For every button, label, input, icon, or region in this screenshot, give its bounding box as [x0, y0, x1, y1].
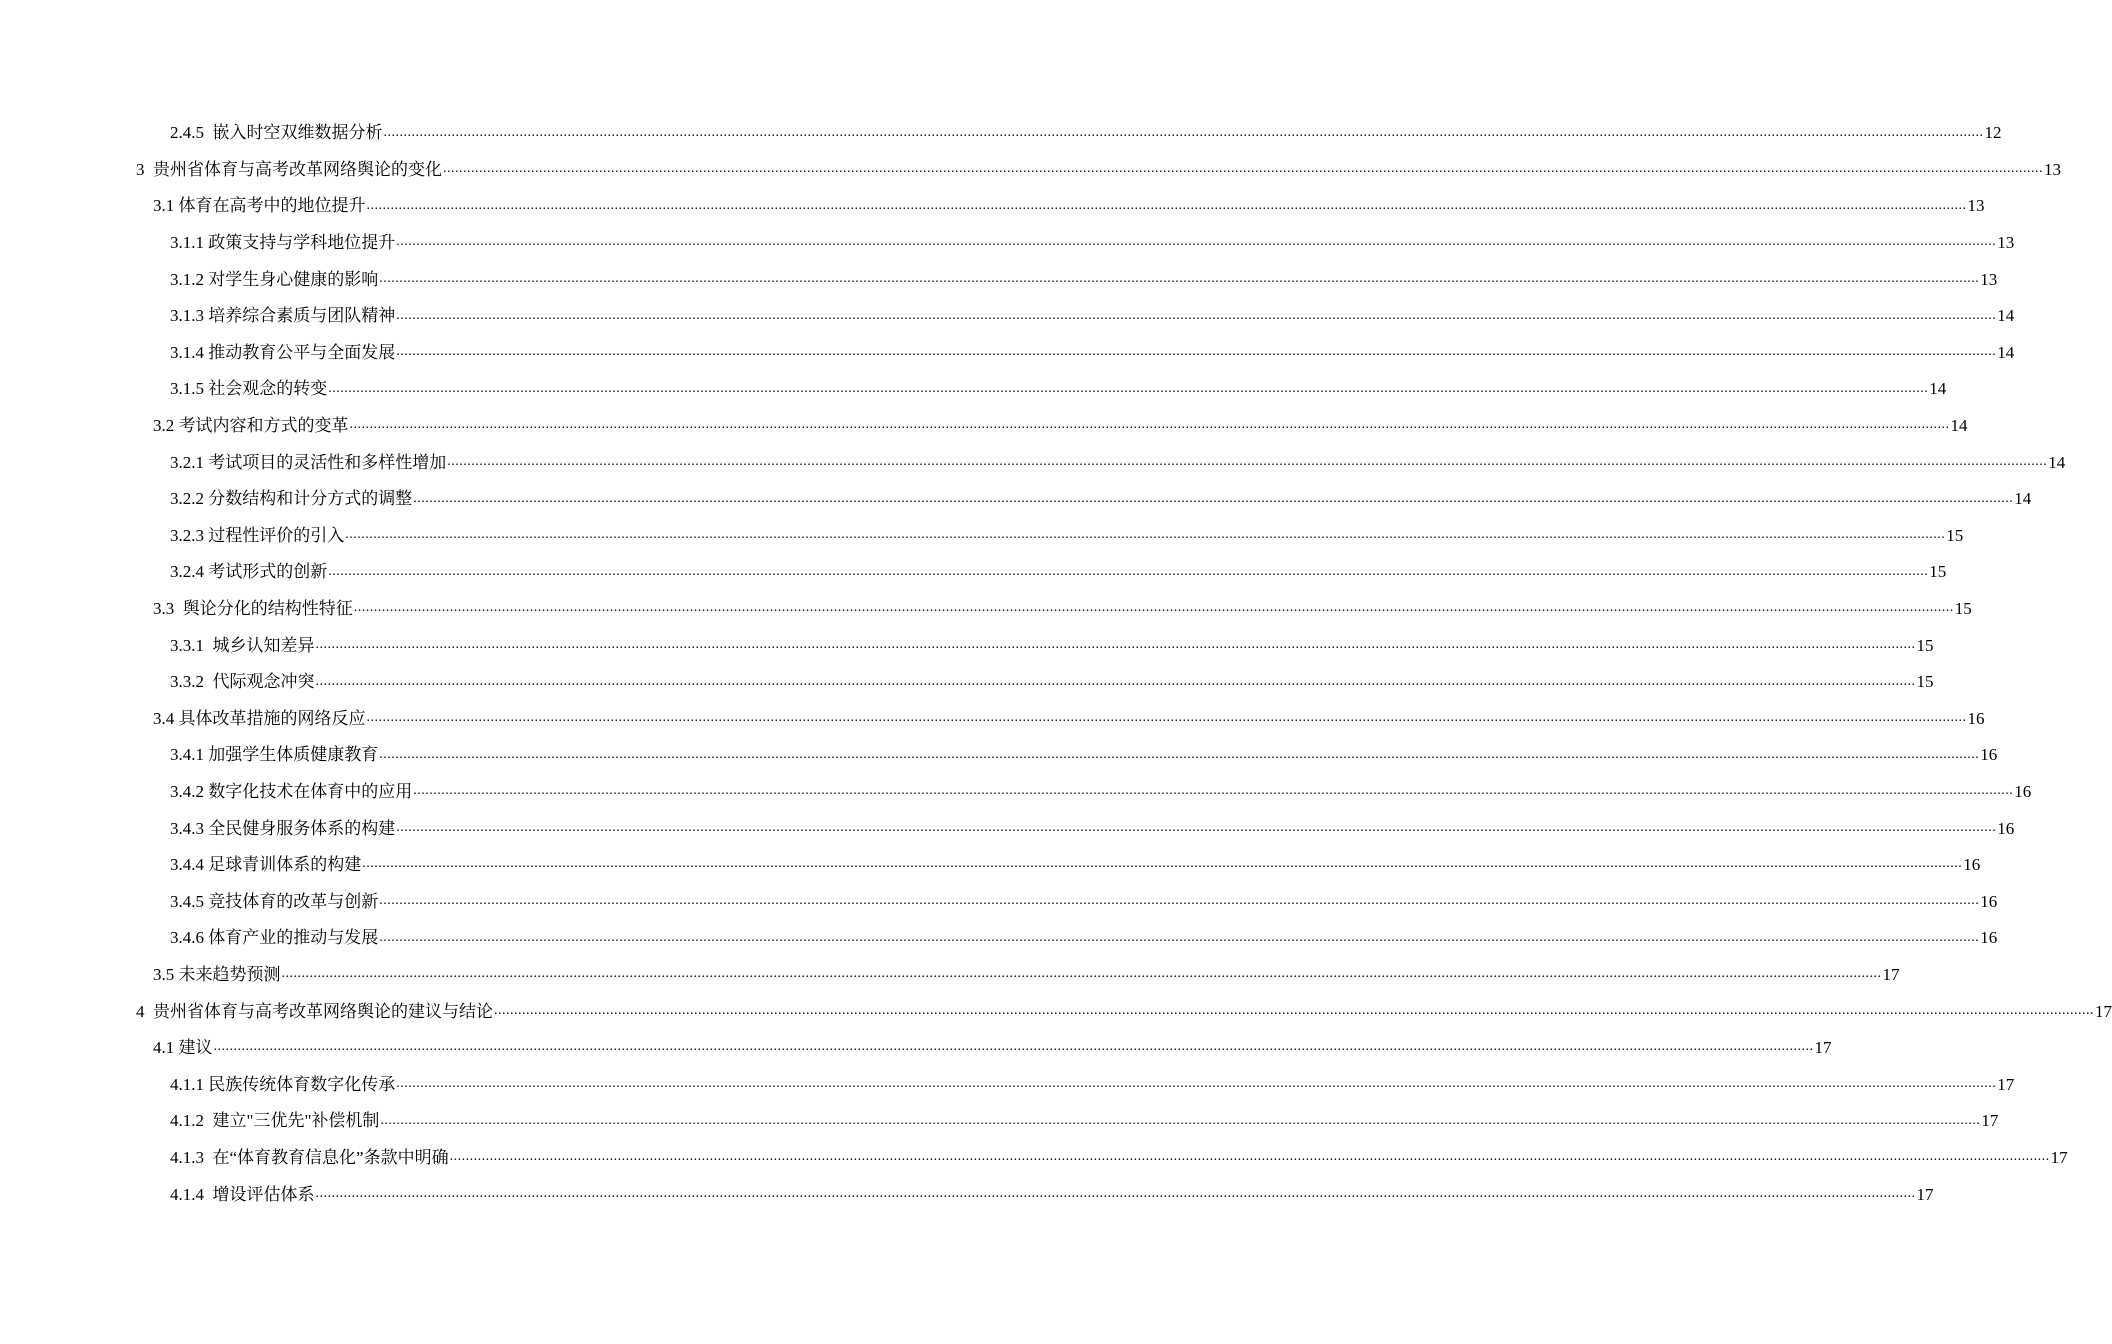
toc-entry[interactable]: [0, 1176, 1934, 1213]
toc-dot-leader: ................................................................................................................................................................................................................................................................................................................................................................................................................: [396, 1076, 1997, 1092]
toc-entry-title: 3.2.1 考试项目的灵活性和多样性增加: [170, 452, 447, 472]
toc-dot-leader: ................................................................................................................................................................................................................................................................................................................................................................................................................: [396, 344, 1997, 360]
toc-entry[interactable]: [0, 774, 2032, 811]
toc-dot-leader: ................................................................................................................................................................................................................................................................................................................................................................................................................: [362, 856, 1963, 872]
toc-dot-leader: ................................................................................................................................................................................................................................................................................................................................................................................................................: [366, 197, 1967, 213]
toc-entry[interactable]: [0, 554, 1947, 591]
toc-entry-title: 4.1.2 建立"三优先"补偿机制: [170, 1111, 380, 1131]
toc-dot-leader: ................................................................................................................................................................................................................................................................................................................................................................................................................: [449, 1149, 2050, 1165]
toc-entry-page-number: 14: [1950, 416, 1968, 436]
toc-entry-page-number: 13: [1980, 269, 1998, 289]
toc-entry[interactable]: [0, 1140, 2068, 1177]
toc-entry-page-number: 17: [1916, 1184, 1934, 1204]
toc-entry[interactable]: [0, 115, 2002, 152]
toc-dot-leader: ................................................................................................................................................................................................................................................................................................................................................................................................................: [349, 417, 1950, 433]
toc-entry-page-number: 14: [2014, 489, 2032, 509]
toc-entry-page-number: 16: [1980, 745, 1998, 765]
toc-entry-page-number: 17: [2050, 1147, 2068, 1167]
toc-dot-leader: ................................................................................................................................................................................................................................................................................................................................................................................................................: [413, 490, 2014, 506]
toc-entry-title: 3.2.3 过程性评价的引入: [170, 525, 345, 545]
toc-dot-leader: ................................................................................................................................................................................................................................................................................................................................................................................................................: [443, 161, 2043, 177]
toc-entry-title: 3.4.6 体育产业的推动与发展: [170, 928, 379, 948]
toc-entry[interactable]: [0, 152, 2061, 189]
toc-entry[interactable]: [0, 1030, 1832, 1067]
table-of-contents: [0, 115, 2112, 1213]
toc-entry[interactable]: [0, 737, 1998, 774]
toc-entry[interactable]: [0, 371, 1947, 408]
toc-dot-leader: ................................................................................................................................................................................................................................................................................................................................................................................................................: [213, 1039, 1814, 1055]
toc-entry-title: 3.4.2 数字化技术在体育中的应用: [170, 781, 413, 801]
toc-entry[interactable]: [0, 408, 1968, 445]
toc-dot-leader: ................................................................................................................................................................................................................................................................................................................................................................................................................: [379, 893, 1980, 909]
toc-entry[interactable]: [0, 298, 2015, 335]
toc-entry-title: 3.4.3 全民健身服务体系的构建: [170, 818, 396, 838]
toc-dot-leader: ................................................................................................................................................................................................................................................................................................................................................................................................................: [494, 1002, 2094, 1018]
toc-entry-title: 4.1.1 民族传统体育数字化传承: [170, 1074, 396, 1094]
toc-entry[interactable]: [0, 957, 1900, 994]
toc-entry-title: 3.1.3 培养综合素质与团队精神: [170, 306, 396, 326]
toc-entry[interactable]: [0, 225, 2015, 262]
toc-entry-title: 3 贵州省体育与高考改革网络舆论的变化: [136, 159, 442, 179]
toc-entry[interactable]: [0, 883, 1998, 920]
toc-dot-leader: ................................................................................................................................................................................................................................................................................................................................................................................................................: [353, 600, 1954, 616]
toc-dot-leader: ................................................................................................................................................................................................................................................................................................................................................................................................................: [379, 746, 1980, 762]
toc-entry[interactable]: [0, 1066, 2015, 1103]
toc-entry[interactable]: [0, 591, 1972, 628]
toc-entry-title: 3.3.1 城乡认知差异: [170, 635, 315, 655]
toc-entry[interactable]: [0, 335, 2015, 372]
toc-entry-page-number: 13: [1967, 196, 1985, 216]
toc-entry-page-number: 17: [1997, 1074, 2015, 1094]
toc-entry-page-number: 17: [1814, 1038, 1832, 1058]
toc-entry-title: 3.3.2 代际观念冲突: [170, 672, 315, 692]
toc-entry-title: 4 贵州省体育与高考改革网络舆论的建议与结论: [136, 1001, 493, 1021]
toc-entry-page-number: 16: [1963, 855, 1981, 875]
toc-entry[interactable]: [0, 518, 1964, 555]
toc-entry-page-number: 15: [1929, 562, 1947, 582]
toc-dot-leader: ................................................................................................................................................................................................................................................................................................................................................................................................................: [379, 929, 1980, 945]
toc-entry-title: 4.1.3 在“体育教育信息化”条款中明确: [170, 1147, 449, 1167]
toc-entry-page-number: 15: [1946, 525, 1964, 545]
toc-dot-leader: ................................................................................................................................................................................................................................................................................................................................................................................................................: [315, 673, 1916, 689]
toc-entry-title: 3.2.4 考试形式的创新: [170, 562, 328, 582]
toc-entry-page-number: 12: [1984, 123, 2002, 143]
toc-dot-leader: ................................................................................................................................................................................................................................................................................................................................................................................................................: [396, 819, 1997, 835]
toc-entry[interactable]: [0, 920, 1998, 957]
toc-entry-page-number: 14: [1929, 379, 1947, 399]
toc-dot-leader: ................................................................................................................................................................................................................................................................................................................................................................................................................: [315, 636, 1916, 652]
toc-dot-leader: ................................................................................................................................................................................................................................................................................................................................................................................................................: [328, 380, 1929, 396]
toc-entry[interactable]: [0, 701, 1985, 738]
toc-entry-title: 3.1 体育在高考中的地位提升: [153, 196, 366, 216]
toc-entry-title: 3.2 考试内容和方式的变革: [153, 416, 349, 436]
toc-entry-page-number: 16: [2014, 781, 2032, 801]
toc-dot-leader: ................................................................................................................................................................................................................................................................................................................................................................................................................: [396, 234, 1997, 250]
toc-entry-page-number: 17: [1981, 1111, 1999, 1131]
toc-dot-leader: ................................................................................................................................................................................................................................................................................................................................................................................................................: [396, 307, 1997, 323]
toc-entry[interactable]: [0, 261, 1998, 298]
toc-entry-page-number: 16: [1967, 708, 1985, 728]
toc-dot-leader: ................................................................................................................................................................................................................................................................................................................................................................................................................: [281, 966, 1882, 982]
toc-entry[interactable]: [0, 481, 2032, 518]
toc-dot-leader: ................................................................................................................................................................................................................................................................................................................................................................................................................: [413, 783, 2014, 799]
toc-entry-title: 3.5 未来趋势预测: [153, 964, 281, 984]
toc-entry-page-number: 13: [2044, 159, 2061, 179]
toc-entry-page-number: 14: [1997, 342, 2015, 362]
toc-dot-leader: ................................................................................................................................................................................................................................................................................................................................................................................................................: [366, 710, 1967, 726]
toc-dot-leader: ................................................................................................................................................................................................................................................................................................................................................................................................................: [380, 1112, 1981, 1128]
toc-entry-page-number: 14: [1997, 306, 2015, 326]
toc-entry-title: 3.2.2 分数结构和计分方式的调整: [170, 489, 413, 509]
toc-entry-title: 3.3 舆论分化的结构性特征: [153, 599, 353, 619]
toc-entry[interactable]: [0, 1103, 1999, 1140]
toc-dot-leader: ................................................................................................................................................................................................................................................................................................................................................................................................................: [328, 563, 1929, 579]
toc-entry-title: 3.4.1 加强学生体质健康教育: [170, 745, 379, 765]
toc-entry-title: 3.4.5 竞技体育的改革与创新: [170, 891, 379, 911]
toc-entry[interactable]: [0, 993, 2112, 1030]
toc-entry-page-number: 15: [1916, 672, 1934, 692]
toc-entry[interactable]: [0, 188, 1985, 225]
toc-entry-title: 4.1 建议: [153, 1038, 213, 1058]
toc-entry-title: 4.1.4 增设评估体系: [170, 1184, 315, 1204]
toc-entry-title: 2.4.5 嵌入时空双维数据分析: [170, 123, 383, 143]
toc-entry-title: 3.1.5 社会观念的转变: [170, 379, 328, 399]
toc-dot-leader: ................................................................................................................................................................................................................................................................................................................................................................................................................: [345, 527, 1946, 543]
toc-entry-page-number: 13: [1997, 233, 2015, 253]
toc-dot-leader: ................................................................................................................................................................................................................................................................................................................................................................................................................: [383, 124, 1984, 140]
toc-entry-page-number: 16: [1980, 928, 1998, 948]
toc-dot-leader: ................................................................................................................................................................................................................................................................................................................................................................................................................: [379, 270, 1980, 286]
toc-entry[interactable]: [0, 810, 2015, 847]
toc-entry-page-number: 17: [2095, 1001, 2112, 1021]
toc-entry-page-number: 15: [1916, 635, 1934, 655]
toc-entry[interactable]: [0, 847, 1981, 884]
toc-entry-title: 3.1.2 对学生身心健康的影响: [170, 269, 379, 289]
toc-entry-title: 3.4.4 足球青训体系的构建: [170, 855, 362, 875]
toc-dot-leader: ................................................................................................................................................................................................................................................................................................................................................................................................................: [447, 453, 2048, 469]
toc-entry-page-number: 16: [1980, 891, 1998, 911]
toc-entry[interactable]: [0, 627, 1934, 664]
toc-entry-title: 3.1.1 政策支持与学科地位提升: [170, 233, 396, 253]
toc-entry-title: 3.4 具体改革措施的网络反应: [153, 708, 366, 728]
toc-entry-title: 3.1.4 推动教育公平与全面发展: [170, 342, 396, 362]
toc-dot-leader: ................................................................................................................................................................................................................................................................................................................................................................................................................: [315, 1185, 1916, 1201]
toc-entry-page-number: 15: [1954, 599, 1972, 619]
toc-entry[interactable]: [0, 664, 1934, 701]
toc-entry[interactable]: [0, 444, 2066, 481]
toc-entry-page-number: 14: [2048, 452, 2066, 472]
toc-entry-page-number: 16: [1997, 818, 2015, 838]
toc-entry-page-number: 17: [1882, 964, 1900, 984]
